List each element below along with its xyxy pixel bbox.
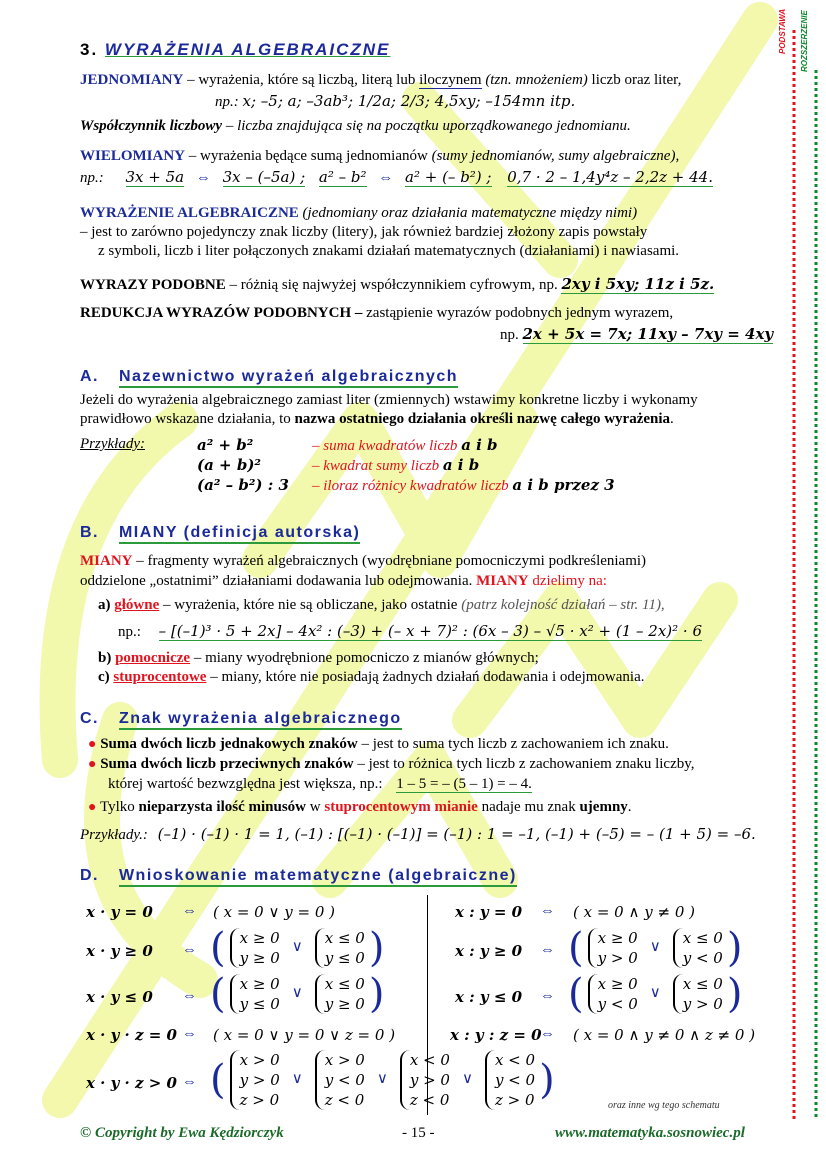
jednomiany-definition [80,72,772,89]
rule-rhs: ( x = 0 ∨ y = 0 ) [213,903,335,921]
p2-end: . [670,411,674,427]
equivalence-icon: ⇔ [182,988,197,1004]
equivalence-icon: ⇔ [540,942,555,958]
wyrazenie-definition [80,205,772,222]
p2-bold: nazwa ostatniego działania określi nazwę całego wyrażenia [294,411,671,427]
rule-lhs: x : y : z = 0 [450,1026,542,1044]
bullet-text: – jest to suma tych liczb z zachowaniem ich znaku. [361,736,669,752]
rule-lhs: x · y · z > 0 [86,1074,177,1092]
item-label: b) [98,650,112,666]
example-expr-3: (a² – b²) : 3 [197,476,289,494]
term-redukcja: REDUKCJA WYRAZÓW PODOBNYCH – [80,305,363,321]
bullet-bold: Suma dwóch liczb przeciwnych znaków [100,756,354,772]
examples-text: (–1) · (–1) · 1 = 1, (–1) : [(–1) · (–1)] = (–1) : 1 = –1, (–1) + (–5) = – (1 + 5) = –6. [157,825,756,843]
desc-vars: a i b przez 3 [512,476,615,494]
wspolczynnik-definition [80,118,631,135]
p2-start: prawidłowo wskazane działania, to [80,411,291,427]
equivalence-icon: ⇔ [195,170,211,186]
example-2: 3x – (–5a) ; [222,168,306,186]
example-desc-2 [312,456,479,475]
rule-rhs-systems: ( x > 0 y > 0 z > 0∨x > 0 y < 0 z < 0∨x < 0 y > 0 z < 0∨x < 0 y < 0 z > 0 ) [210,1051,555,1109]
section-title: Nazewnictwo wyrażeń algebraicznych [119,368,458,388]
footer-url[interactable]: www.matematyka.sosnowiec.pl [555,1125,745,1141]
paren-text: (tzn. mnożeniem) [485,72,588,88]
example-expr-1: a² + b² [197,436,254,454]
bullet-bold: ujemny [579,799,628,815]
desc-text: – iloraz różnicy kwadratów liczb [312,478,509,494]
term-miany: MIANY [476,573,529,589]
rule-rhs-systems: ( x ≥ 0 y < 0∨ x ≤ 0 y > 0 ) [568,971,743,1017]
examples-label: np.: [215,94,239,110]
item-label: c) [98,669,110,685]
example-5: 0,7 · 2 – 1,4y⁴z – 2,2z + 44. [507,168,713,186]
def-text: – wyrażenia, które są liczbą, literą lub [187,72,416,88]
p2-text: oddzielone „ostatnimi” działaniami dodawania lub odejmowania. [80,573,473,589]
examples-label: np.: [80,170,104,186]
equivalence-icon: ⇔ [540,1026,555,1042]
example-label: np.: [118,624,141,640]
def-rest: liczb oraz liter, [591,72,682,88]
equivalence-icon: ⇔ [540,988,555,1004]
redukcja-example [500,325,773,344]
section-title: Znak wyrażenia algebraicznego [119,710,402,730]
section-letter: A. [80,368,99,385]
p1-text: – fragmenty wyrażeń algebraicznych (wyodrębniane pomocniczymi podkreśleniami) [136,553,647,569]
desc-text: – kwadrat sumy liczb [312,458,440,474]
section-b-p2 [80,573,772,590]
section-b-p1 [80,553,772,570]
section-letter: D. [80,867,99,884]
rule-lhs: x : y = 0 [455,903,523,921]
wielomiany-examples [80,168,713,187]
rule-rhs-systems: ( x ≥ 0 y > 0∨ x ≤ 0 y < 0 ) [568,925,743,971]
term-miany: MIANY [80,553,133,569]
schema-note: oraz inne wg tego schematu [608,1100,720,1111]
page-title [80,40,390,60]
item-ref: (patrz kolejność działań – str. 11), [461,597,665,613]
term-stuprocentowe: stuprocentowe [113,669,207,685]
rule-lhs: x · y · z = 0 [86,1026,177,1044]
miany-example [118,622,702,641]
p2-end: dzielimy na: [532,573,607,589]
example-desc-3 [312,476,615,495]
footer-copyright: © Copyright by Ewa Kędziorczyk [80,1125,284,1141]
item-def: – miany wyodrębnione pomocniczo z mianów głównych; [193,650,539,666]
desc-text: – suma kwadratów liczb [312,438,458,454]
rule-rhs: ( x = 0 ∧ y ≠ 0 ) [573,903,695,921]
bullet-1 [88,736,772,753]
wielomiany-definition [80,148,679,165]
term-jednomiany: JEDNOMIANY [80,72,184,88]
section-title: Wnioskowanie matematyczne (algebraiczne) [119,867,517,887]
section-title: WYRAŻENIA ALGEBRAICZNE [104,40,391,59]
section-a-p1: Jeżeli do wyrażenia algebraicznego zamiast liter (zmiennych) wstawimy konkretne liczby i wykonamy [80,392,698,408]
examples-label: Przykłady: [80,436,145,452]
bullet-example: 1 – 5 = – (5 – 1) = – 4. [396,776,532,792]
term-iloczynem: iloczynem [419,72,482,88]
section-b-heading [80,524,360,542]
rule-rhs-systems: ( x ≥ 0 y ≤ 0∨ x ≤ 0 y ≥ 0 ) [210,971,385,1017]
rule-lhs: x : y ≤ 0 [455,988,523,1006]
term-wyrazy-podobne: WYRAZY PODOBNE [80,277,226,293]
example-desc-1 [312,436,498,455]
bullet-2-cont [108,776,532,793]
rule-rhs: ( x = 0 ∧ y ≠ 0 ∧ z ≠ 0 ) [573,1026,756,1044]
bullet-icon: ● [88,737,97,752]
paren-text: (jednomiany oraz działania matematyczne między nimi) [302,205,638,221]
term-wspolczynnik: Współczynnik liczbowy [80,118,223,134]
bullet-text: Tylko [99,799,135,815]
wyrazy-podobne-definition [80,275,714,294]
equivalence-icon: ⇔ [182,903,197,919]
jednomiany-examples [215,92,575,111]
item-label: a) [98,597,111,613]
examples-text: x; –5; a; –3ab³; 1/2a; 2/3; 4,5xy; –154mn itp. [242,92,576,110]
rule-lhs: x · y = 0 [86,903,153,921]
section-number: 3. [80,40,99,59]
item-def: – wyrażenia, które nie są obliczane, jako ostatnie [163,597,458,613]
bullet-end: . [627,799,632,815]
bullet-icon: ● [88,757,97,772]
bullet-bold: Suma dwóch liczb jednakowych znaków [100,736,358,752]
bullet-3 [88,799,632,816]
miany-item-a [98,597,665,614]
example-text: 2xy i 5xy; 11z i 5z. [561,275,715,293]
section-a-p2 [80,411,772,428]
bullet-icon: ● [88,800,97,815]
rule-rhs-systems: ( x ≥ 0 y ≥ 0∨ x ≤ 0 y ≤ 0 ) [210,925,385,971]
bullet-text: nadaje mu znak [481,799,576,815]
bullet-2 [88,756,772,773]
desc-vars: a i b [461,436,498,454]
bullet-text: w [309,799,321,815]
wyrazenie-line1: – jest to zarówno pojedynczy znak liczby (litery), jak również bardziej złożony zapis powstały [80,224,648,240]
rule-lhs: x : y ≥ 0 [455,942,523,960]
term-pomocnicze: pomocnicze [115,650,191,666]
def-text: – wyrażenia będące sumą jednomianów [188,148,428,164]
equivalence-icon: ⇔ [378,170,394,186]
section-title: MIANY (definicja autorska) [119,524,360,544]
bullet-bold: nieparzysta ilość minusów [138,799,307,815]
bullet-text: której wartość bezwzględna jest większa, np.: [108,776,383,792]
sidebar-podstawa: PODSTAWA [778,8,787,54]
wyrazenie-line2: z symboli, liczb i liter połączonych znakami działań matematycznych (działaniami) i nawiasami. [98,243,680,259]
term-wyrazenie: WYRAŻENIE ALGEBRAICZNE [80,205,299,221]
miany-item-c [98,669,645,686]
term-glowne: główne [114,597,160,613]
example-label: np. [500,327,519,343]
page-number: - 15 - [402,1125,435,1141]
def-text: – liczba znajdująca się na początku uporządkowanego jednomianu. [225,118,631,134]
example-expr: – [(–1)³ · 5 + 2x] – 4x² : (–3) + (– x + 7)² : (6x – 3) – √5 · x² + (1 – 2x)² · 6 [158,622,702,640]
equivalence-icon: ⇔ [182,1074,197,1090]
paren-text: (sumy jednomianów, sumy algebraiczne), [431,148,680,164]
section-letter: C. [80,710,99,727]
section-letter: B. [80,524,99,541]
bullet-red: stuprocentowym mianie [324,799,478,815]
desc-vars: a i b [442,456,480,474]
sidebar-legend [778,0,826,1169]
miany-item-b [98,650,539,667]
section-d-heading [80,867,517,885]
sidebar-rozszerzenie: ROZSZERZENIE [800,10,809,72]
section-c-examples [80,825,756,844]
section-c-heading [80,710,402,728]
def-text: zastąpienie wyrazów podobnych jednym wyrazem, [366,305,674,321]
rule-rhs: ( x = 0 ∨ y = 0 ∨ z = 0 ) [213,1026,396,1044]
equivalence-icon: ⇔ [182,942,197,958]
bullet-text: – jest to różnica tych liczb z zachowaniem znaku liczby, [357,756,695,772]
rule-lhs: x · y ≤ 0 [86,988,153,1006]
example-text: 2x + 5x = 7x; 11xy – 7xy = 4xy [522,325,774,343]
redukcja-definition [80,305,673,322]
term-wielomiany: WIELOMIANY [80,148,186,164]
example-1: 3x + 5a [125,168,185,186]
rule-lhs: x · y ≥ 0 [86,942,153,960]
def-text: – różnią się najwyżej współczynnikiem cyfrowym, np. [229,277,558,293]
item-def: – miany, które nie posiadają żadnych działań dodawania i odejmowania. [210,669,645,685]
examples-label: Przykłady.: [80,827,148,843]
equivalence-icon: ⇔ [182,1026,197,1042]
example-4: a² + (– b²) ; [405,168,492,186]
section-a-heading [80,368,458,386]
example-3: a² – b² [318,168,367,186]
example-expr-2: (a + b)² [197,456,261,474]
equivalence-icon: ⇔ [540,903,555,919]
